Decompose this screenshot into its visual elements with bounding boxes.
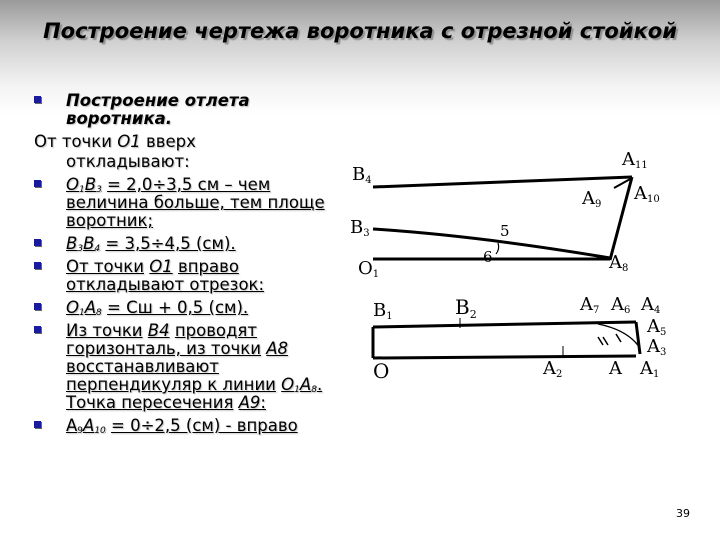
label-a5: A5 — [647, 316, 667, 338]
label-6: 6 — [483, 248, 493, 266]
label-a: A — [609, 358, 622, 379]
label-b4: B4 — [352, 164, 372, 186]
point-a8: А8 — [266, 339, 289, 358]
segment-a9a10: $А_9А_{10}$ — [66, 416, 106, 436]
diagram-bottom — [373, 318, 640, 358]
line-b4-a11 — [373, 177, 632, 187]
segment-o1a8-value: = Сш + 0,5 (см). — [107, 298, 249, 317]
intro-up: вверх — [146, 132, 196, 151]
page-number: 39 — [676, 507, 690, 520]
bullet-text: вправо откладывают отрезок: — [66, 257, 265, 294]
label-b2: $B_2$ — [455, 295, 477, 321]
label-b1: B1 — [373, 300, 393, 322]
line-a11-a8 — [610, 177, 632, 260]
bullet-text: . Точка пересечения — [66, 375, 323, 412]
label-o: O — [373, 359, 390, 383]
segment-o1b3-value: = 2,0÷3,5 см – чем величина больше, тем площе воротник; — [66, 175, 325, 230]
label-o1: O1 — [358, 258, 380, 280]
intro-text: От точки — [34, 132, 112, 151]
label-a2: A2 — [543, 358, 563, 380]
segment-a9a10-value: = 0÷2,5 (см) - вправо — [111, 416, 298, 435]
bullet-text: проводят горизонталь, из точки — [66, 321, 261, 358]
label-b3: B3 — [350, 217, 370, 239]
bullet-text: От точки — [66, 257, 144, 276]
slide-title: Построение чертежа воротника с отрезной стойкой — [43, 19, 677, 43]
line-top-stand — [373, 322, 636, 327]
label-a6: A6 — [611, 294, 631, 316]
curve-a6-a3 — [598, 324, 640, 348]
segment-b3b4: $B_3B_4$ — [66, 234, 101, 254]
label-5: 5 — [500, 222, 510, 240]
point-o1: O1 — [117, 132, 141, 151]
angle-mark — [496, 243, 499, 254]
diagram-bottom-labels — [373, 294, 666, 383]
label-a4: A4 — [641, 294, 661, 316]
tick-3 — [616, 334, 621, 342]
bullet-text: Из точки — [66, 321, 143, 340]
section-heading: Построение отлета воротника. — [66, 91, 250, 128]
tick-1 — [598, 337, 603, 345]
point-b4: В4 — [147, 321, 170, 340]
segment-b3b4-value: = 3,5÷4,5 (см). — [105, 234, 236, 253]
line-right-stand — [636, 322, 640, 354]
segment-o1a8: $О_1А_8$ — [66, 298, 102, 318]
segment-o1b3: $O_1B_3$ — [66, 175, 102, 195]
colon: : — [260, 393, 266, 412]
tick-2 — [603, 337, 608, 345]
label-a10: A10 — [634, 183, 660, 205]
bullet-text: восстанавливают перпендикуляр к линии — [66, 357, 276, 394]
point-o1: О1 — [149, 257, 173, 276]
label-a11: A11 — [622, 149, 648, 171]
segment-o1a8: $О_1А_8$ — [281, 375, 317, 395]
intro-line-2: откладывают: — [66, 152, 190, 171]
label-a8: A8 — [609, 252, 629, 274]
label-a1: A1 — [640, 358, 660, 380]
point-a9: А9 — [238, 393, 261, 412]
label-a7: A7 — [580, 294, 600, 316]
label-a3: A3 — [647, 336, 667, 358]
line-bottom-stand — [373, 356, 636, 358]
label-a9: A9 — [582, 188, 602, 210]
